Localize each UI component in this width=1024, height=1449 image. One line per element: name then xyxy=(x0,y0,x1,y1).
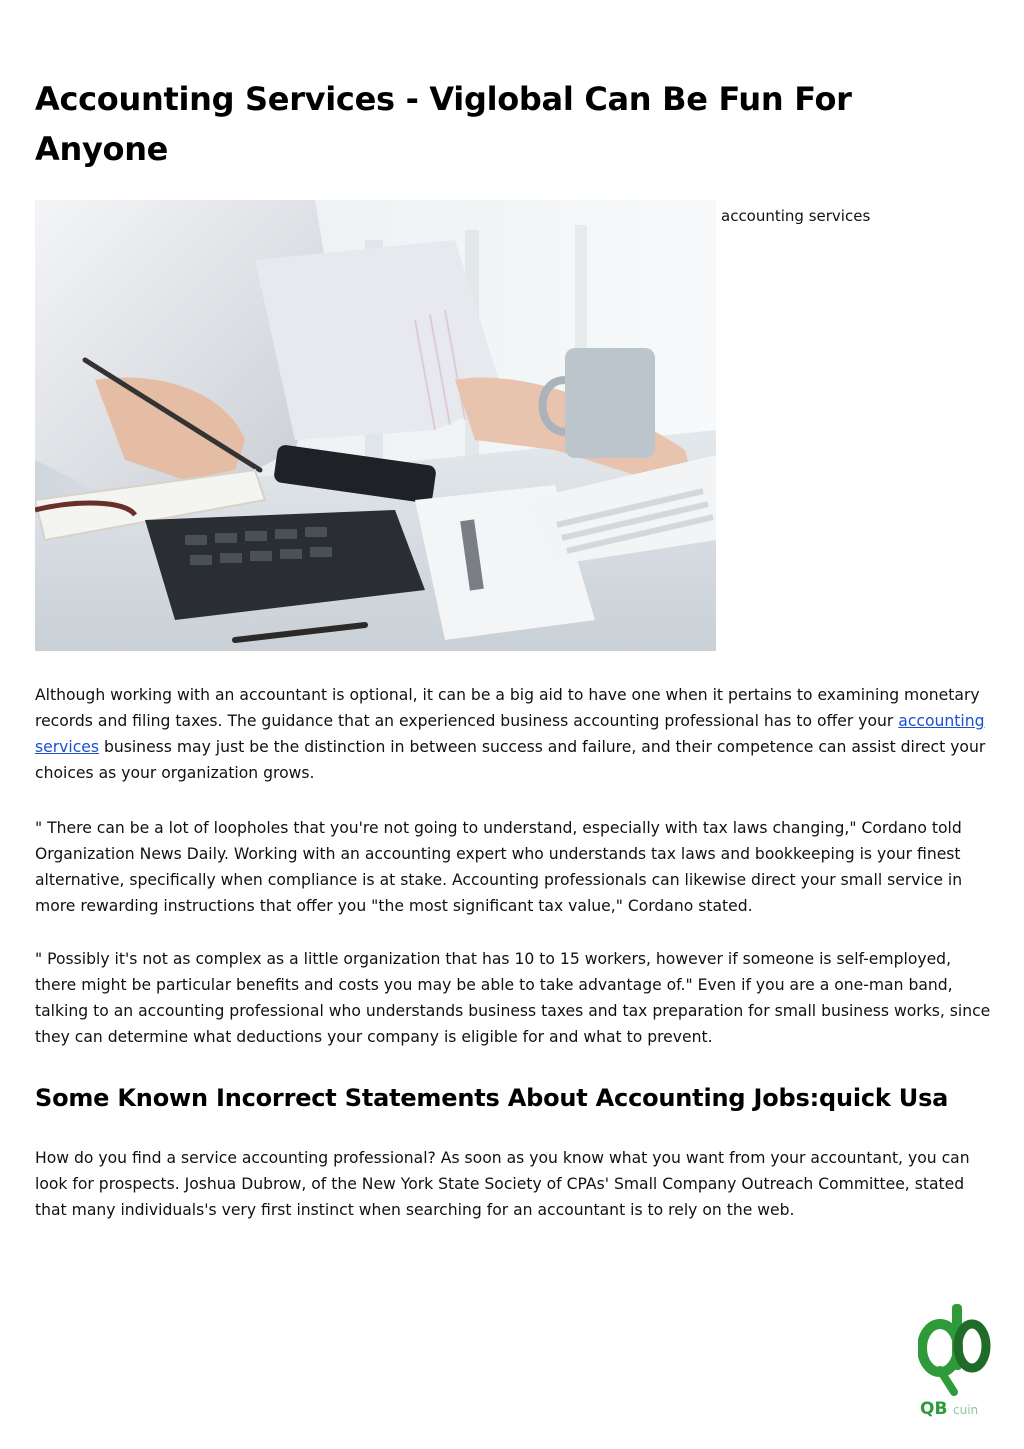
qb-logo-icon xyxy=(918,1300,992,1418)
section-heading: Some Known Incorrect Statements About Accounting Jobs:quick Usa xyxy=(35,1084,949,1112)
paragraph-text: Although working with an accountant is optional, it can be a big aid to have one when it pertains to examining monetary records and filing taxes. The guidance that an experienced business accounting professional has to offer your xyxy=(35,686,980,730)
paragraph-text: business may just be the distinction in between success and failure, and their competence can assist direct your choices as your organization grows. xyxy=(35,738,986,782)
accounting-services-link[interactable]: accounting services xyxy=(35,712,985,756)
image-alt-text: accounting services xyxy=(721,207,871,225)
paragraph-quote-loopholes: " There can be a lot of loopholes that you're not going to understand, especially with tax laws changing," Cordano told Organization News Daily. Working with an accounting expert who understands tax laws and bookkeeping is your finest alternative, specifically when compliance is at stake. Accounting professionals can likewise direct your small service in more rewarding instructions that offer you "the most significant tax value," Cordano stated. xyxy=(35,819,963,915)
logo-subtext: cuin xyxy=(953,1403,979,1417)
qb-logo xyxy=(918,1300,992,1418)
paragraph-quote-self-employed: " Possibly it's not as complex as a little organization that has 10 to 15 workers, however if someone is self-employed, there might be particular benefits and costs you may be able to take advantage of." Even if you are a one-man band, talking to an accounting professional who understands business taxes and tax preparation for small business works, since they can determine what deductions your company is eligible for and what to prevent. xyxy=(35,950,991,1046)
hero-image xyxy=(35,200,716,651)
paragraph-find-accountant: How do you find a service accounting professional? As soon as you know what you want from your accountant, you can look for prospects. Joshua Dubrow, of the New York State Society of CPAs' Small Company Outreach Committee, stated that many individuals's very first instinct when searching for an accountant is to rely on the web. xyxy=(35,1149,970,1219)
logo-text: QB xyxy=(920,1399,948,1418)
page-title: Accounting Services - Viglobal Can Be Fun For Anyone xyxy=(35,80,852,168)
paragraph-intro xyxy=(35,682,995,786)
accountant-desk-photo xyxy=(35,200,716,651)
